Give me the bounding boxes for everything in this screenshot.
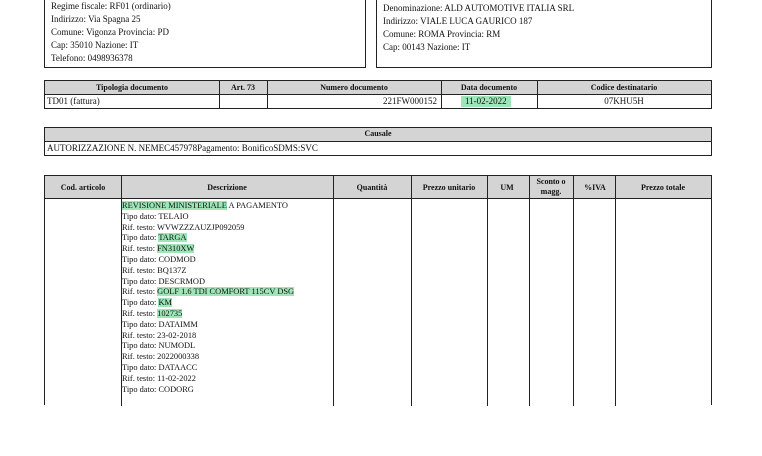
buyer-box [376,0,712,68]
description-line-value: 102735 [157,309,183,318]
description-line-prefix: Rif. testo: [122,287,158,297]
causale-header: Causale [45,128,711,142]
buyer-cap: Cap: 00143 Nazione: IT [383,42,471,52]
description-line [122,266,186,276]
description-line-suffix: A PAGAMENTO [226,201,288,210]
description-line-prefix: Tipo dato: [122,384,159,394]
hdr-iva: %IVA [584,183,606,192]
description-line-prefix: Rif. testo: [122,352,158,362]
hdr-tipologia: Tipologia documento [95,83,169,92]
hdr-numero: Numero documento [320,83,388,92]
description-line [122,223,244,233]
causale-box [44,127,712,156]
seller-cap: Cap: 35010 Nazione: IT [51,40,139,50]
hdr-total: Prezzo totale [640,183,686,192]
doc-codice: 07KHU5H [604,96,644,106]
description-line-prefix: Tipo dato: [122,363,159,372]
description-line [122,244,194,254]
buyer-name: Denominazione: ALD AUTOMOTIVE ITALIA SRL [383,3,575,13]
description-line [122,201,288,211]
description-lines [0,201,762,401]
hdr-codice: Codice destinatario [590,83,658,92]
description-line-value: DATAACC [158,363,198,372]
description-line-prefix: Tipo dato: [122,276,159,286]
description-line-prefix: Rif. testo: [122,244,158,254]
hdr-price: Prezzo unitario [422,183,476,192]
seller-city: Comune: Vigonza Provincia: PD [51,27,170,37]
description-line-value: FN310XW [157,244,195,254]
description-line-prefix: Tipo dato: [122,211,159,221]
description-line [122,331,196,341]
description-line-prefix: Tipo dato: [122,233,159,243]
description-line-value: CODMOD [158,255,196,264]
description-line [122,287,294,297]
seller-address: Indirizzo: Via Spagna 25 [51,14,141,24]
description-line [122,233,187,243]
description-line [122,385,194,395]
doc-numero: 221FW000152 [383,96,437,106]
description-line [122,277,205,287]
description-line-prefix: Rif. testo: [122,309,158,318]
hdr-sconto: Sconto o magg. [536,177,566,196]
description-line-prefix: Rif. testo: [122,265,158,275]
doc-tipologia: TD01 (fattura) [47,96,100,106]
hdr-desc: Descrizione [207,183,247,192]
description-line [122,298,172,308]
doc-table [44,80,712,109]
seller-phone: Telefono: 0498936378 [51,53,133,63]
description-line-value: KM [158,298,172,308]
description-line [122,341,195,351]
description-line [122,352,199,362]
description-line-prefix: Tipo dato: [122,298,159,308]
description-line-prefix: Rif. testo: [122,373,158,383]
causale-text: AUTORIZZAZIONE N. NEMEC457978Pagamento: BonificoSDMS:SVC [47,143,318,153]
buyer-city: Comune: ROMA Provincia: RM [383,29,501,39]
description-line [122,374,196,384]
hdr-um: UM [500,183,514,192]
description-line-value: CODORG [158,384,194,394]
hdr-data: Data documento [460,83,518,92]
description-line [122,363,197,373]
description-line-value: 23-02-2018 [157,330,197,340]
description-line-value: 11-02-2022 [157,373,196,383]
seller-regime: Regime fiscale: RF01 (ordinario) [51,1,171,11]
description-line-value: WVWZZZAUZJP092059 [156,222,245,232]
hdr-cod: Cod. articolo [60,183,106,192]
description-line-value: REVISIONE MINISTERIALE [122,201,227,210]
description-line-value: GOLF 1.6 TDI COMFORT 115CV DSG [157,287,295,297]
hdr-art73: Art. 73 [231,83,255,92]
buyer-address: Indirizzo: VIALE LUCA GAURICO 187 [383,16,533,26]
description-line-prefix: Tipo dato: [122,319,159,329]
hdr-qty: Quantità [356,183,388,192]
description-line-value: TELAIO [158,211,189,221]
description-line-value: 2022000338 [157,352,200,362]
description-line-value: BQ137Z [157,265,187,275]
description-line [122,309,182,319]
description-line [122,255,196,265]
description-line-prefix: Tipo dato: [122,255,159,264]
seller-box [44,0,366,68]
description-line-value: DATAIMM [158,319,198,329]
doc-data: 11-02-2022 [461,96,511,107]
description-line-value: DESCRMOD [158,276,206,286]
description-line-value: NUMODL [158,341,196,351]
description-line [122,212,189,222]
description-line-value: TARGA [158,233,187,243]
description-line-prefix: Rif. testo: [122,222,157,232]
description-line-prefix: Tipo dato: [122,341,159,351]
description-line-prefix: Rif. testo: [122,330,158,340]
description-line [122,320,198,330]
